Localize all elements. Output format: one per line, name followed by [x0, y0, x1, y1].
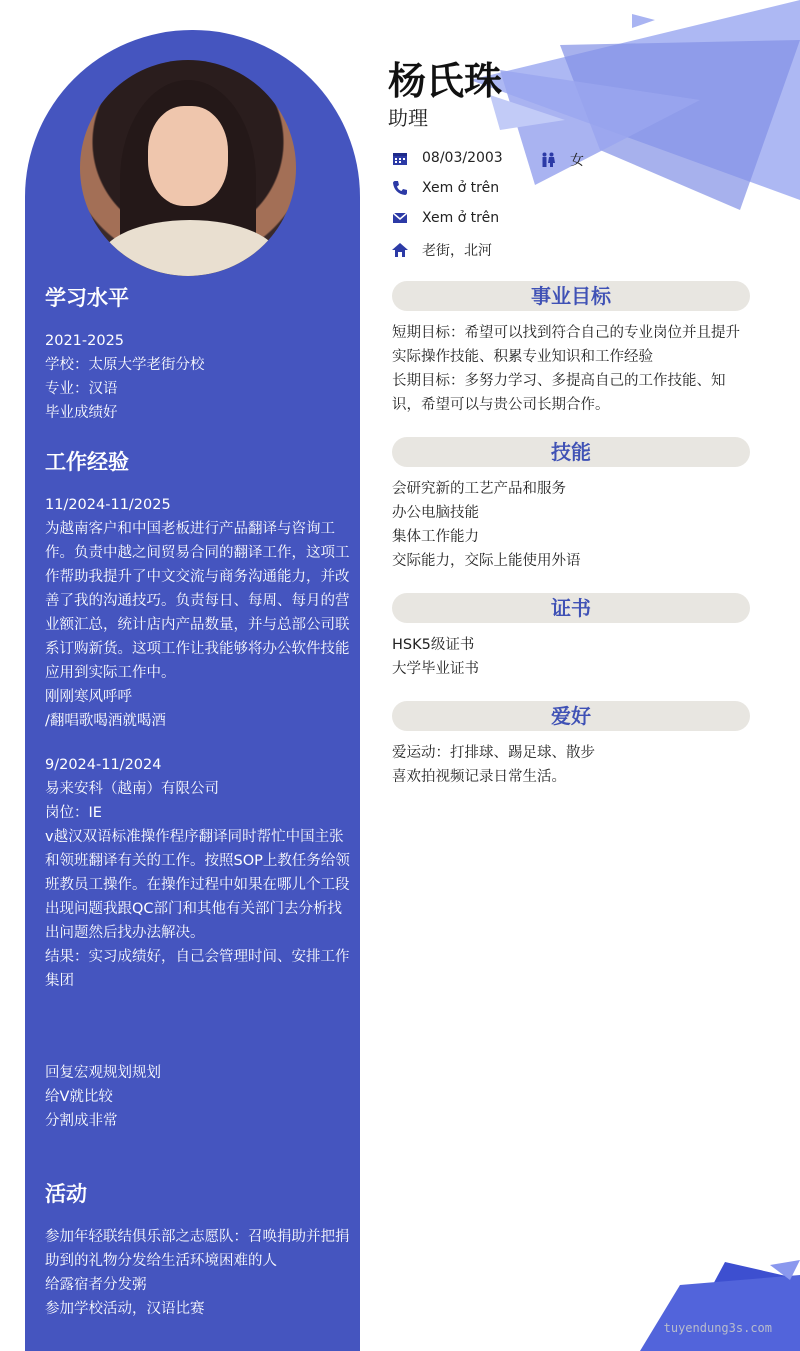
envelope-icon	[392, 210, 408, 226]
certificates-text	[392, 633, 754, 681]
job2-result: 结果：实习成绩好，自己会管理时间、安排工作集团	[45, 949, 350, 989]
skills-heading: 技能	[392, 437, 750, 467]
skill-item: 集体工作能力	[392, 529, 479, 545]
skills-text	[392, 477, 754, 573]
phone-icon	[392, 180, 408, 196]
gender-value: 女	[570, 153, 584, 169]
candidate-name: 杨氏珠	[388, 59, 503, 103]
candidate-role: 助理	[388, 106, 428, 130]
people-icon	[540, 152, 556, 168]
activities-text	[45, 1225, 350, 1321]
address-row	[392, 240, 492, 260]
job1-note2: /翻唱歌喝酒就喝酒	[45, 713, 166, 729]
education-text	[45, 329, 350, 425]
home-icon	[392, 242, 408, 258]
job1-note1: 刚刚寒风呼呼	[45, 689, 132, 705]
career-short-term: 短期目标：希望可以找到符合自己的专业岗位并且提升实际操作技能、积累专业知识和工作经验	[392, 325, 740, 365]
dob-row	[392, 150, 503, 166]
career-long-term: 长期目标：多努力学习、多提高自己的工作技能、知识，希望可以与贵公司长期合作。	[392, 373, 726, 413]
phone-value: Xem ở trên	[422, 180, 500, 196]
job2-position: 岗位：IE	[45, 805, 102, 821]
extra-line: 给V就比较	[45, 1089, 113, 1105]
dob-value: 08/03/2003	[422, 150, 503, 166]
extra-line: 分割成非常	[45, 1113, 118, 1129]
activity-item: 给露宿者分发粥	[45, 1277, 147, 1293]
activity-item: 参加学校活动，汉语比赛	[45, 1301, 205, 1317]
extra-line: 回复宏观规划规划	[45, 1065, 161, 1081]
certificate-item: 大学毕业证书	[392, 661, 479, 677]
activities-heading: 活动	[45, 1182, 87, 1206]
experience-job1	[45, 493, 350, 733]
experience-heading: 工作经验	[45, 450, 129, 474]
email-value: Xem ở trên	[422, 210, 500, 226]
activity-item: 参加年轻联结俱乐部之志愿队：召唤捐助并把捐助到的礼物分发给生活环境困难的人	[45, 1229, 350, 1269]
email-row	[392, 210, 499, 226]
job2-dates: 9/2024-11/2024	[45, 757, 162, 773]
skill-item: 会研究新的工艺产品和服务	[392, 481, 566, 497]
education-heading: 学习水平	[45, 286, 129, 310]
certificates-heading: 证书	[392, 593, 750, 623]
phone-row	[392, 180, 499, 196]
experience-job2	[45, 753, 350, 993]
education-school: 学校：太原大学老街分校	[45, 357, 205, 373]
experience-extra	[45, 1061, 350, 1133]
education-years: 2021-2025	[45, 333, 125, 349]
hobbies-heading: 爱好	[392, 701, 750, 731]
decorative-shapes-bottom	[560, 1250, 800, 1351]
career-text	[392, 321, 754, 417]
career-heading: 事业目标	[392, 281, 750, 311]
education-major: 专业：汉语	[45, 381, 118, 397]
calendar-icon	[392, 150, 408, 166]
hobbies-text	[392, 741, 754, 789]
certificate-item: HSK5级证书	[392, 637, 475, 653]
education-result: 毕业成绩好	[45, 405, 118, 421]
skill-item: 交际能力，交际上能使用外语	[392, 553, 581, 569]
address-value: 老街，北河	[422, 243, 492, 259]
hobby-item: 喜欢拍视频记录日常生活。	[392, 769, 566, 785]
hobby-item: 爱运动：打排球、踢足球、散步	[392, 745, 595, 761]
watermark: tuyendung3s.com	[663, 1321, 772, 1335]
profile-photo	[80, 60, 296, 276]
job1-dates: 11/2024-11/2025	[45, 497, 171, 513]
job1-description: 为越南客户和中国老板进行产品翻译与咨询工作。负责中越之间贸易合同的翻译工作，这项工作帮助我提升了中文交流与商务沟通能力，并改善了我的沟通技巧。负责每日、每周、每月的营业额汇总，统计店内产品数量，并与总部公司联系订购新货。这项工作让我能够将办公软件技能应用到实际工作中。	[45, 521, 350, 681]
job2-company: 易来安科（越南）有限公司	[45, 781, 219, 797]
job2-description: v越汉双语标准操作程序翻译同时帮忙中国主张和领班翻译有关的工作。按照SOP上教任务给领班教员工操作。在操作过程中如果在哪儿个工段出现问题我跟QC部门和其他有关部门去分析找出问题然后找办法解决。	[45, 829, 350, 941]
skill-item: 办公电脑技能	[392, 505, 479, 521]
gender-row	[540, 150, 584, 170]
